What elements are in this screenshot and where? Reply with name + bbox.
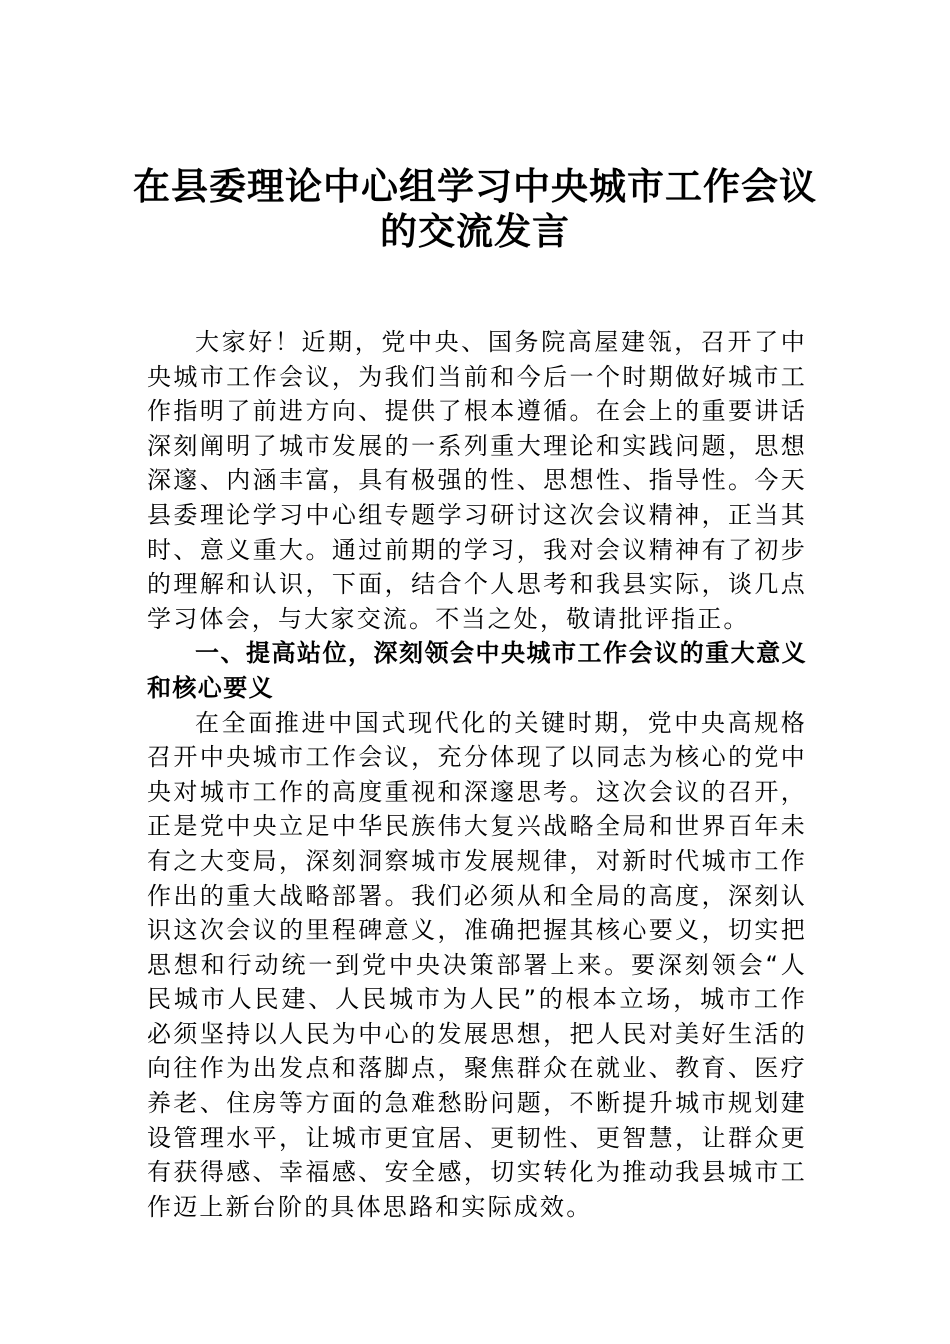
document-title-line-1: 在县委理论中心组学习中央城市工作会议 <box>133 164 817 208</box>
document-body <box>147 325 807 1224</box>
section-1-paragraph: 在全面推进中国式现代化的关键时期，党中央高规格召开中央城市工作会议，充分体现了以同志为核心的党中央对城市工作的高度重视和深邃思考。这次会议的召开，正是党中央立足中华民族伟大复兴战略全局和世界百年未有之大变局，深刻洞察城市发展规律，对新时代城市工作作出的重大战略部署。我们必须从和全局的高度，深刻认识这次会议的里程碑意义，准确把握其核心要义，切实把思想和行动统一到党中央决策部署上来。要深刻领会“人民城市人民建、人民城市为人民”的根本立场，城市工作必须坚持以人民为中心的发展思想，把人民对美好生活的向往作为出发点和落脚点，聚焦群众在就业、教育、医疗养老、住房等方面的急难愁盼问题，不断提升城市规划建设管理水平，让城市更宜居、更韧性、更智慧，让群众更有获得感、幸福感、安全感，切实转化为推动我县城市工作迈上新台阶的具体思路和实际成效。 <box>147 708 807 1221</box>
section-heading-1: 一、提高站位，深刻领会中央城市工作会议的重大意义和核心要义 <box>147 639 807 702</box>
document-title-line-2: 的交流发言 <box>380 209 570 253</box>
intro-paragraph: 大家好！近期，党中央、国务院高屋建瓴，召开了中央城市工作会议，为我们当前和今后一个时期做好城市工作指明了前进方向、提供了根本遵循。在会上的重要讲话深刻阐明了城市发展的一系列重大理论和实践问题，思想深邃、内涵丰富，具有极强的性、思想性、指导性。今天县委理论学习中心组专题学习研讨这次会议精神，正当其时、意义重大。通过前期的学习，我对会议精神有了初步的理解和认识，下面，结合个人思考和我县实际，谈几点学习体会，与大家交流。不当之处，敬请批评指正。 <box>147 328 807 633</box>
